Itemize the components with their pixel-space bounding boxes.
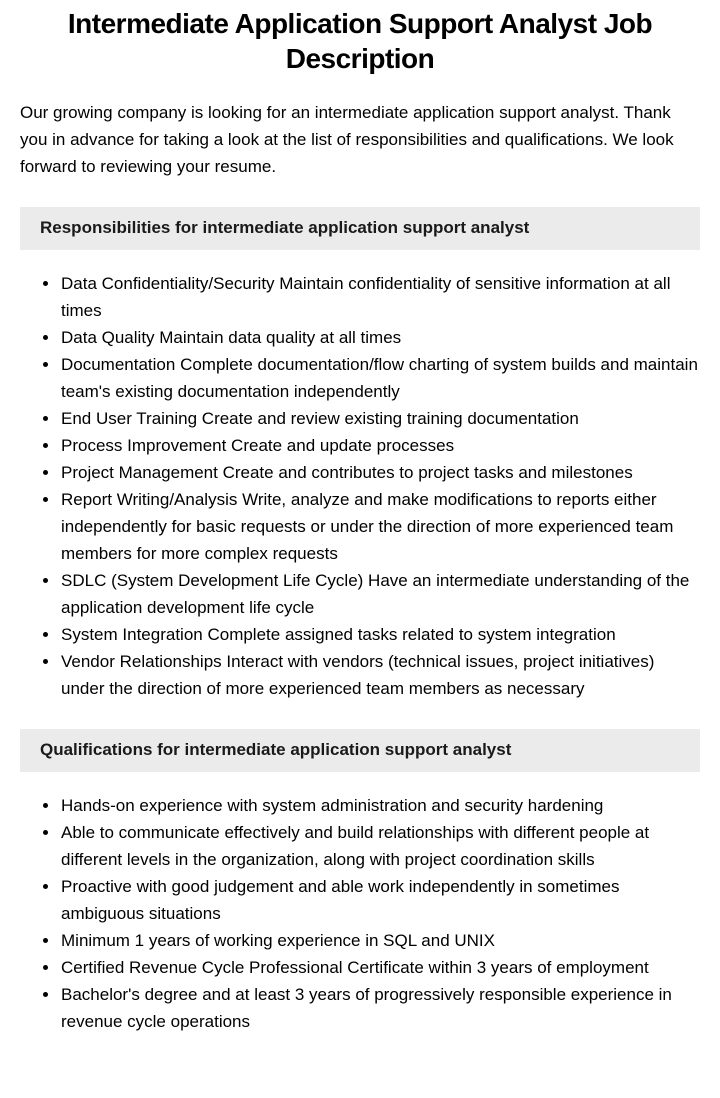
- page-title-line-2: Description: [285, 43, 435, 74]
- job-description-page: [0, 6, 720, 1098]
- list-item: • Proactive with good judgement and able work independently in sometimes ambiguous situations: [60, 873, 700, 927]
- responsibilities-section-heading: Responsibilities for intermediate application support analyst: [20, 207, 700, 250]
- page-title-line-1: Intermediate Application Support Analyst Job: [67, 8, 653, 39]
- list-item: • System Integration Complete assigned tasks related to system integration: [60, 621, 700, 648]
- list-item: • Data Quality Maintain data quality at all times: [60, 324, 700, 351]
- list-item: • Project Management Create and contributes to project tasks and milestones: [60, 459, 700, 486]
- list-item: • End User Training Create and review existing training documentation: [60, 405, 700, 432]
- list-item: • Vendor Relationships Interact with vendors (technical issues, project initiatives) under the direction of more experienced team members as necessary: [60, 648, 700, 702]
- list-item: • Hands-on experience with system administration and security hardening: [60, 792, 700, 819]
- qualifications-list: [20, 792, 700, 1035]
- list-item: • Report Writing/Analysis Write, analyze and make modifications to reports either independently for basic requests or under the direction of more experienced team members for more complex requests: [60, 486, 700, 567]
- qualifications-section-heading: Qualifications for intermediate application support analyst: [20, 729, 700, 772]
- list-item: • Bachelor's degree and at least 3 years of progressively responsible experience in revenue cycle operations: [60, 981, 700, 1035]
- responsibilities-list: [20, 270, 700, 702]
- list-item: • SDLC (System Development Life Cycle) Have an intermediate understanding of the application development life cycle: [60, 567, 700, 621]
- list-item: • Minimum 1 years of working experience in SQL and UNIX: [60, 927, 700, 954]
- list-item: • Able to communicate effectively and build relationships with different people at different levels in the organization, along with project coordination skills: [60, 819, 700, 873]
- list-item: • Process Improvement Create and update processes: [60, 432, 700, 459]
- page-title: [10, 6, 710, 76]
- list-item: • Documentation Complete documentation/flow charting of system builds and maintain team's existing documentation independently: [60, 351, 700, 405]
- list-item: • Certified Revenue Cycle Professional Certificate within 3 years of employment: [60, 954, 700, 981]
- list-item: • Data Confidentiality/Security Maintain confidentiality of sensitive information at all times: [60, 270, 700, 324]
- intro-paragraph: Our growing company is looking for an intermediate application support analyst. Thank you in advance for taking a look at the list of responsibilities and qualifications. We look forward to reviewing your resume.: [20, 103, 674, 176]
